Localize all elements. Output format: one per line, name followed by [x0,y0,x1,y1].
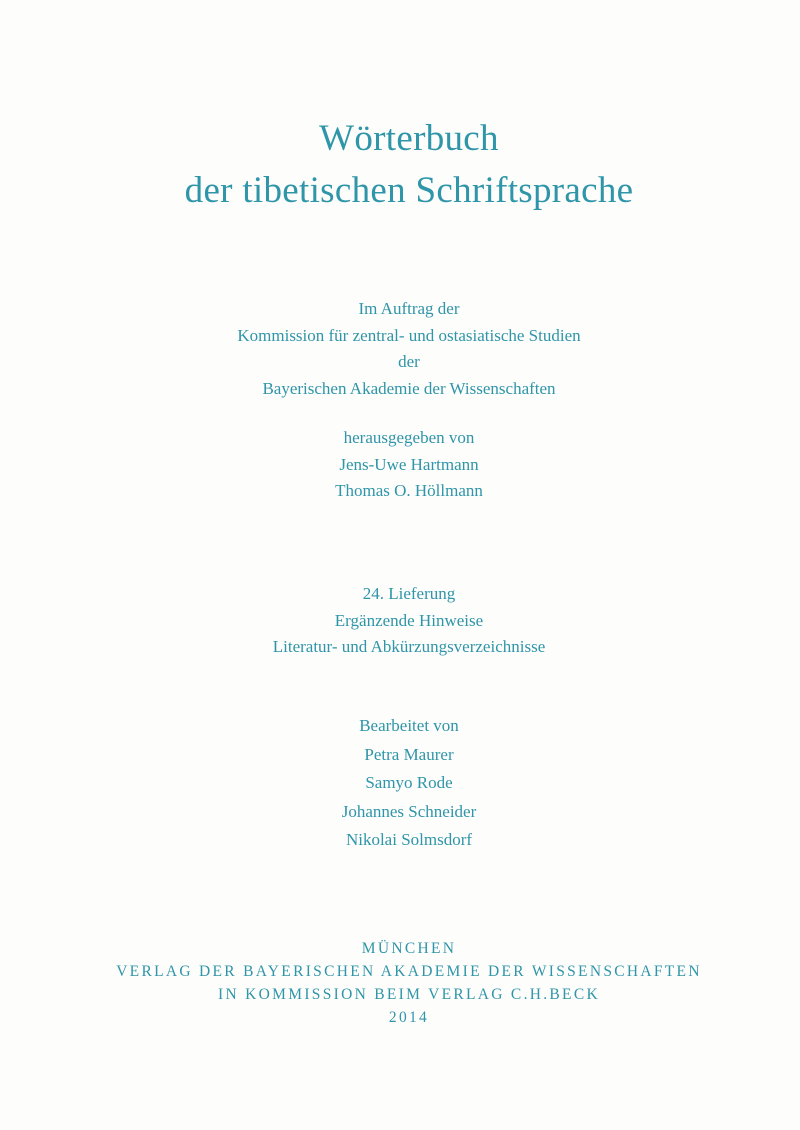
editors-block [0,425,800,505]
delivery-number: 24. Lieferung [362,584,456,603]
editor-name: Thomas O. Höllmann [335,481,483,500]
author-name: Johannes Schneider [341,801,477,821]
commission-block [0,296,800,402]
authors-block [0,712,800,855]
delivery-subtitle-1: Ergänzende Hinweise [334,610,484,630]
author-name: Samyo Rode [365,773,453,792]
book-title [0,113,800,217]
editors-intro: herausgegeben von [343,428,475,447]
imprint-block [0,937,800,1029]
commission-line-4: Bayerischen Akademie der Wissenschaften [262,378,556,398]
author-name: Nikolai Solmsdorf [345,830,473,849]
imprint-publisher: VERLAG DER BAYERISCHEN AKADEMIE DER WISSENSCHAFTEN [116,963,702,980]
delivery-block [0,581,800,661]
authors-intro: Bearbeitet von [359,716,459,735]
commission-line-3: der [398,352,420,371]
author-name: Petra Maurer [364,744,454,764]
commission-line-1: Im Auftrag der [358,299,460,318]
imprint-commission: IN KOMMISSION BEIM VERLAG C.H.BECK [218,986,600,1003]
imprint-city: MÜNCHEN [361,940,457,957]
title-line-1: Wörterbuch [319,118,499,159]
title-line-2: der tibetischen Schriftsprache [184,170,634,211]
commission-line-2: Kommission für zentral- und ostasiatische Studien [237,325,581,345]
imprint-year: 2014 [388,1009,430,1026]
delivery-subtitle-2: Literatur- und Abkürzungsverzeichnisse [272,637,546,656]
editor-name: Jens-Uwe Hartmann [339,454,479,474]
